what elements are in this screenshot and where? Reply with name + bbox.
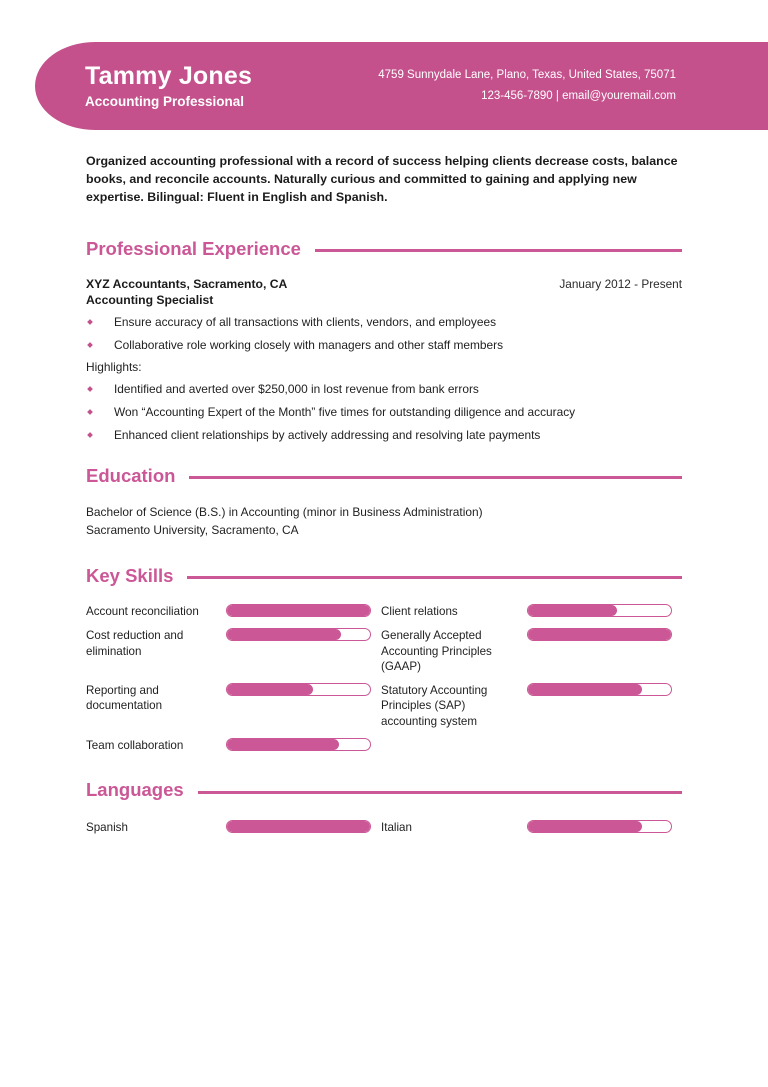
professional-summary: Organized accounting professional with a record of success helping clients decrease costs, balance books, and reconcile accounts. Naturally curious and committed to gaining and applying new expertise. Bilingual: Fluent in English and Spanish. (86, 154, 678, 205)
experience-highlight-bullets (86, 381, 682, 444)
skill-label: Generally Accepted Accounting Principles (GAAP) (381, 629, 492, 673)
contact-address: 4759 Sunnydale Lane, Plano, Texas, United States, 75071 (378, 68, 676, 81)
skill-bar-fill (528, 605, 617, 616)
skill-bar-cell (226, 683, 381, 705)
list-item (86, 381, 682, 398)
skill-bar-track (527, 628, 672, 641)
section-rule-key-skills (187, 576, 682, 579)
skill-bar-cell (226, 738, 381, 760)
section-header-languages (86, 780, 682, 800)
name-block (85, 62, 252, 110)
section-title-languages: Languages (86, 779, 184, 801)
language-bar-track (226, 820, 371, 833)
skill-bar-fill (227, 684, 313, 695)
contact-phone-email: 123-456-7890 | email@youremail.com (481, 90, 676, 102)
skill-label: Team collaboration (86, 739, 184, 753)
skill-bar-track (527, 683, 672, 696)
bullet-icon (87, 342, 93, 348)
language-label: Italian (381, 820, 412, 834)
skill-bar-track (226, 604, 371, 617)
section-header-experience (86, 239, 682, 259)
header-inner (35, 42, 768, 130)
skill-label: Statutory Accounting Principles (SAP) accounting system (381, 684, 488, 728)
section-rule-languages (198, 791, 682, 794)
key-skills-grid (86, 604, 682, 762)
education-school: Sacramento University, Sacramento, CA (86, 522, 299, 537)
skill-label-empty (381, 738, 527, 747)
bullet-icon (87, 409, 93, 415)
job-employer: XYZ Accountants, Sacramento, CA (86, 277, 288, 292)
candidate-name: Tammy Jones (85, 62, 253, 91)
skill-label: Reporting and documentation (86, 684, 163, 713)
section-title-experience: Professional Experience (86, 237, 301, 259)
language-bar-cell (527, 820, 682, 842)
language-bar-cell (226, 820, 381, 842)
list-item (86, 404, 682, 421)
section-rule-experience (315, 249, 682, 252)
section-languages (86, 780, 682, 844)
skill-bar-track (226, 628, 371, 641)
job-dates: January 2012 - Present (559, 277, 682, 292)
skill-bar-cell (527, 628, 682, 650)
list-item-text: Enhanced client relationships by actively addressing and resolving late payments (114, 427, 541, 442)
skill-label: Client relations (381, 604, 458, 618)
skill-bar-cell (226, 628, 381, 650)
bullet-icon (87, 432, 93, 438)
contact-block (378, 65, 676, 108)
skill-bar-fill (227, 739, 339, 750)
section-professional-experience (86, 239, 682, 444)
skill-bar-cell-empty (527, 738, 682, 747)
candidate-job-title: Accounting Professional (85, 94, 245, 110)
section-title-key-skills: Key Skills (86, 564, 174, 586)
job-role: Accounting Specialist (86, 293, 214, 308)
skill-bar-track (226, 738, 371, 751)
list-item-text: Identified and averted over $250,000 in lost revenue from bank errors (114, 381, 479, 396)
skill-bar-fill (227, 629, 341, 640)
bullet-icon (87, 319, 93, 325)
section-key-skills (86, 566, 682, 763)
list-item (86, 427, 682, 444)
language-bar-fill (227, 821, 370, 832)
skill-bar-track (527, 604, 672, 617)
language-label: Spanish (86, 820, 128, 834)
skill-bar-fill (528, 684, 642, 695)
skill-bar-cell (226, 604, 381, 626)
list-item (86, 337, 682, 354)
section-header-key-skills (86, 566, 682, 586)
list-item (86, 314, 682, 331)
list-item-text: Collaborative role working closely with managers and other staff members (114, 337, 504, 352)
skill-label: Cost reduction and elimination (86, 629, 184, 658)
experience-bullets (86, 314, 682, 354)
skill-label: Account reconciliation (86, 604, 199, 618)
language-bar-fill (528, 821, 642, 832)
list-item-text: Won “Accounting Expert of the Month” five times for outstanding diligence and accuracy (114, 404, 576, 419)
skill-bar-track (226, 683, 371, 696)
language-bar-track (527, 820, 672, 833)
skill-bar-cell (527, 683, 682, 705)
job-header-row (86, 277, 682, 291)
list-item-text: Ensure accuracy of all transactions with clients, vendors, and employees (114, 315, 497, 330)
education-degree: Bachelor of Science (B.S.) in Accounting (minor in Business Administration) (86, 504, 483, 519)
section-education (86, 466, 682, 540)
skill-bar-fill (227, 605, 370, 616)
section-title-education: Education (86, 464, 176, 486)
bullet-icon (87, 386, 93, 392)
skill-bar-cell (527, 604, 682, 626)
resume-header-band (35, 42, 768, 130)
languages-grid (86, 820, 682, 844)
highlights-label: Highlights: (86, 359, 142, 374)
section-header-education (86, 466, 682, 486)
section-rule-education (189, 476, 682, 479)
resume-content (86, 152, 682, 844)
skill-bar-fill (528, 629, 671, 640)
